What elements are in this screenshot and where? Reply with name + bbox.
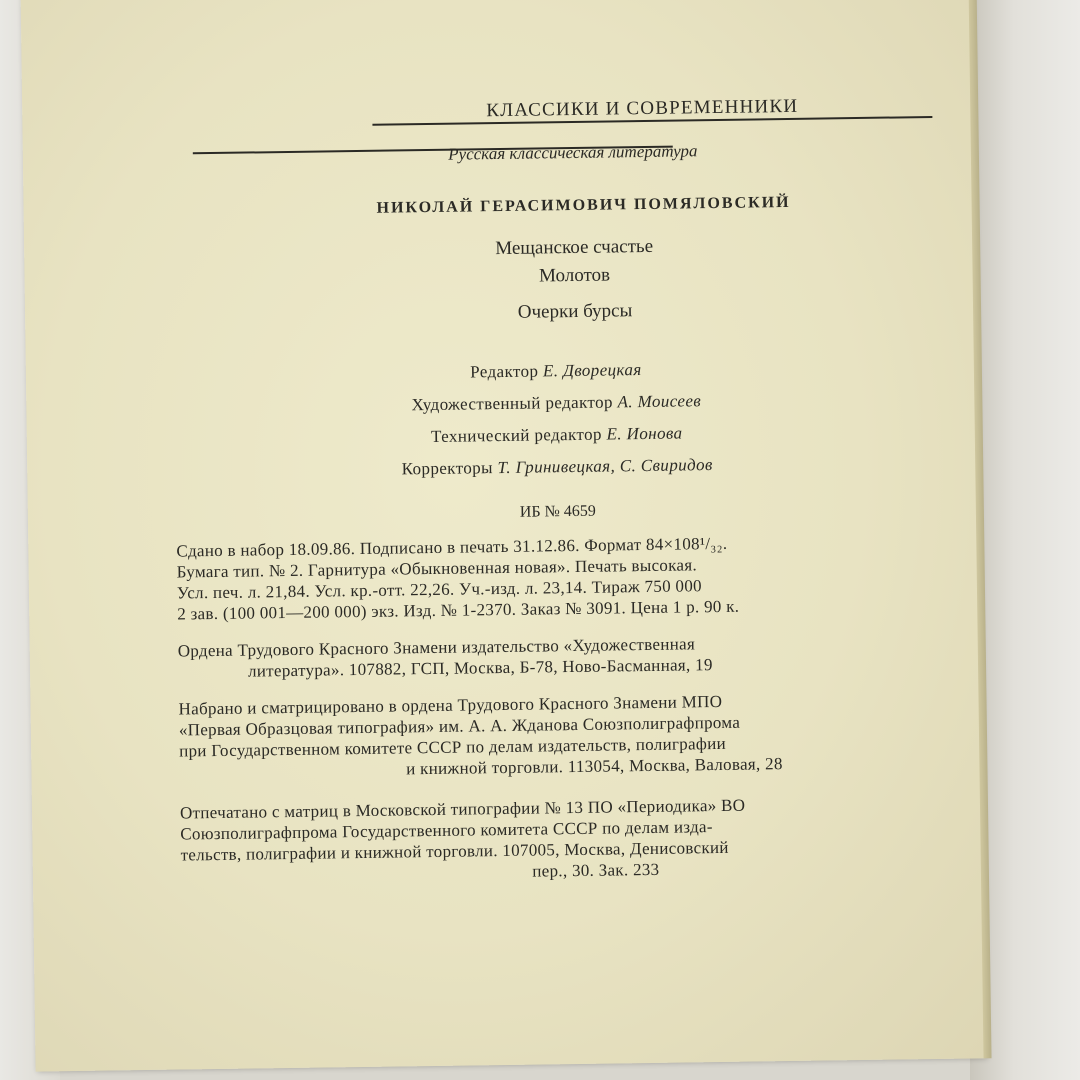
author-name: НИКОЛАЙ ГЕРАСИМОВИЧ ПОМЯЛОВСКИЙ [376, 193, 791, 217]
credit-art-editor [256, 389, 856, 417]
credit-role: Художественный редактор [411, 392, 613, 415]
print-info-line: Сдано в набор 18.09.86. Подписано в печать 31.12.86. Формат 84×108¹/₃₂. [176, 533, 728, 561]
typeset-info [178, 687, 1009, 783]
printed-line: Отпечатано с матриц в Московской типографии № 13 ПО «Периодика» ВО [179, 795, 746, 823]
print-info [176, 529, 1007, 625]
credit-role: Корректоры [401, 458, 494, 479]
credit-person: А. Моисеев [617, 391, 702, 412]
credit-editor [256, 357, 856, 385]
print-info-line: Бумага тип. № 2. Гарнитура «Обыкновенная новая». Печать высокая. [176, 555, 698, 582]
printed-info [180, 791, 1011, 887]
credit-person: Е. Ионова [606, 423, 683, 444]
series-subtitle: Русская классическая литература [448, 141, 698, 164]
typeset-line: «Первая Образцовая типография» им. А. А. Жданова Союзполиграфпрома [178, 712, 741, 740]
typeset-line: при Государственном комитете СССР по делам издательств, полиграфии [179, 733, 727, 761]
credit-role: Редактор [470, 361, 539, 382]
publisher-line: литература». 107882, ГСП, Москва, Б-78, Ново-Басманная, 19 [247, 655, 713, 681]
typeset-line: и книжной торговли. 113054, Москва, Валовая, 28 [406, 754, 783, 779]
printed-line: тельств, полиграфии и книжной торговли. 107005, Москва, Денисовский [180, 837, 729, 865]
typeset-line: Набрано и сматрицировано в ордена Трудового Красного Знамени МПО [178, 691, 723, 719]
credit-tech-editor [257, 421, 857, 449]
credit-person: Т. Гринивецкая, С. Свиридов [497, 455, 713, 478]
ib-number: ИБ № 4659 [519, 502, 596, 521]
work-title: Мещанское счастье [495, 235, 654, 260]
imprint-content [152, 73, 1002, 881]
work-title: Молотов [538, 264, 611, 287]
publisher-info [178, 629, 1009, 683]
print-info-line: 2 зав. (100 001—200 000) экз. Изд. № 1-2370. Заказ № 3091. Цена 1 р. 90 к. [177, 596, 740, 624]
credit-role: Технический редактор [430, 424, 602, 446]
book-page [20, 0, 985, 1072]
work-title: Очерки бурсы [517, 300, 633, 323]
printed-line: пер., 30. Зак. 233 [532, 859, 660, 881]
print-info-line: Усл. печ. л. 21,84. Усл. кр.-отт. 22,26. Уч.-изд. л. 23,14. Тираж 750 000 [176, 576, 703, 603]
publisher-line: Ордена Трудового Красного Знамени издательство «Художественная [177, 634, 696, 661]
series-title: КЛАССИКИ И СОВРЕМЕННИКИ [486, 95, 799, 122]
printed-line: Союзполиграфпрома Государственного комитета СССР по делам изда- [180, 817, 713, 844]
credit-person: Е. Дворецкая [542, 360, 642, 381]
credit-correctors [257, 453, 857, 481]
